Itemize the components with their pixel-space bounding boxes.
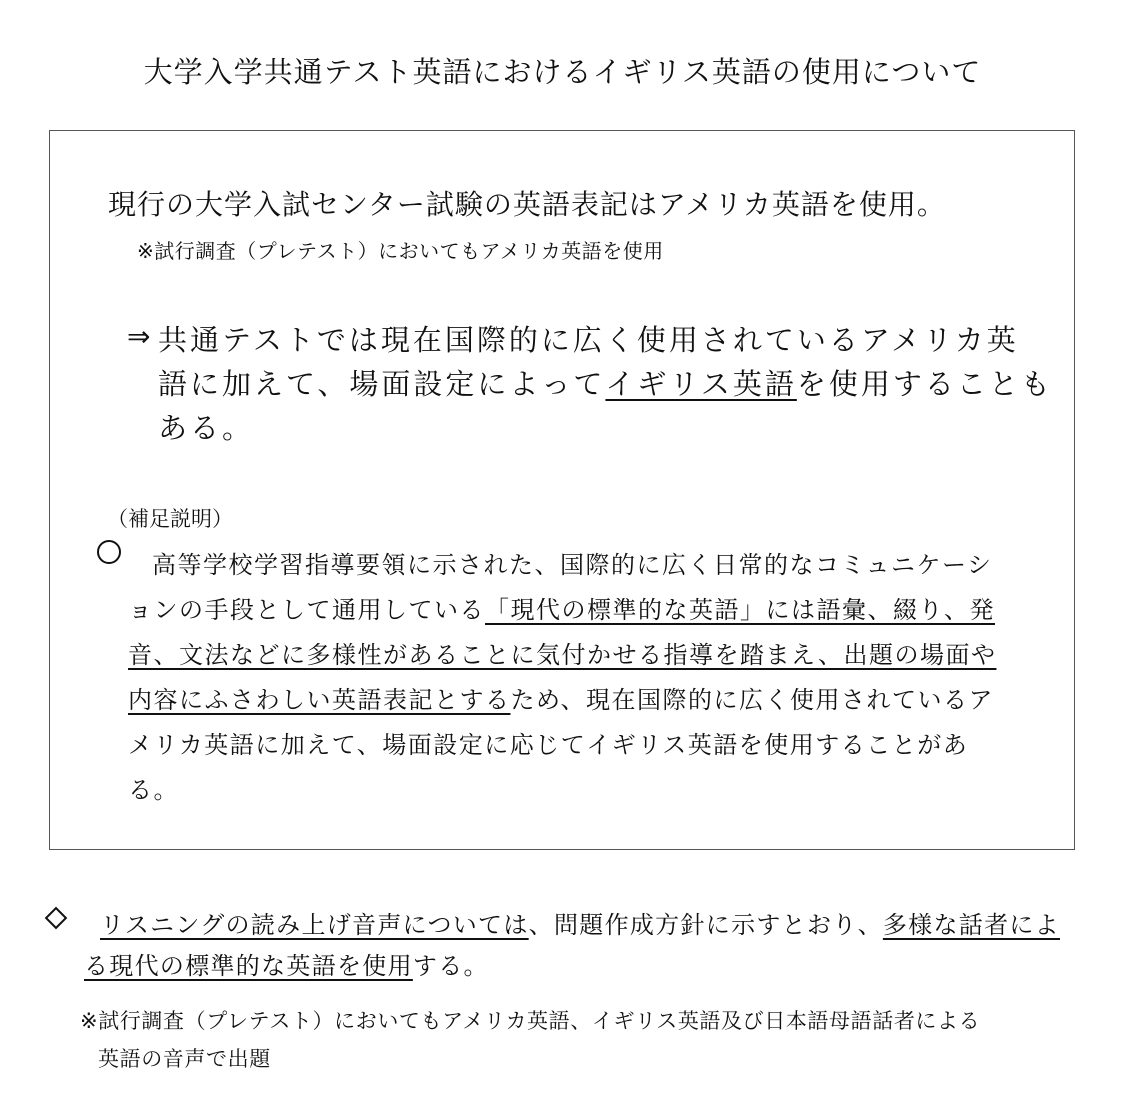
listening-line: リスニングの読み上げ音声については、問題作成方針に示すとおり、多様な話者によ xyxy=(100,911,1060,939)
note-line: ※試行調査（プレテスト）においてもアメリカ英語、イギリス英語及び日本語母語話者による xyxy=(80,1009,981,1033)
arrow-icon: ⇒ xyxy=(127,320,151,353)
listening-pretest-note xyxy=(80,1002,980,1078)
policy-line: ある。 xyxy=(158,411,255,445)
note-line: 英語の音声で出題 xyxy=(98,1047,271,1071)
supplement-line: メリカ英語に加えて、場面設定に応じてイギリス英語を使用することがあ xyxy=(128,731,969,759)
supplement-line: る。 xyxy=(128,776,179,804)
circle-bullet-icon xyxy=(97,540,121,564)
policy-line: 語に加えて、場面設定によってイギリス英語を使用することも xyxy=(158,367,1053,401)
listening-line: る現代の標準的な英語を使用する。 xyxy=(84,952,489,980)
common-test-policy xyxy=(158,318,1053,450)
diamond-bullet-icon xyxy=(45,907,68,930)
pretest-note: ※試行調査（プレテスト）においてもアメリカ英語を使用 xyxy=(137,239,664,263)
listening-paragraph xyxy=(84,905,1060,987)
policy-line: 共通テストでは現在国際的に広く使用されているアメリカ英 xyxy=(158,323,1019,357)
supplement-line: ョンの手段として通用している「現代の標準的な英語」には語彙、綴り、発 xyxy=(128,596,995,624)
page-title: 大学入学共通テスト英語におけるイギリス英語の使用について xyxy=(143,55,982,89)
supplement-line: 高等学校学習指導要領に示された、国際的に広く日常的なコミュニケーシ xyxy=(152,551,993,579)
supplement-heading: （補足説明） xyxy=(107,507,233,531)
supplement-paragraph xyxy=(128,543,996,813)
supplement-line: 内容にふさわしい英語表記とするため、現在国際的に広く使用されているア xyxy=(128,686,995,714)
current-exam-statement: 現行の大学入試センター試験の英語表記はアメリカ英語を使用。 xyxy=(108,188,946,221)
british-english-underline: イギリス英語 xyxy=(605,367,797,401)
supplement-line: 音、文法などに多様性があることに気付かせる指導を踏まえ、出題の場面や xyxy=(128,641,997,669)
